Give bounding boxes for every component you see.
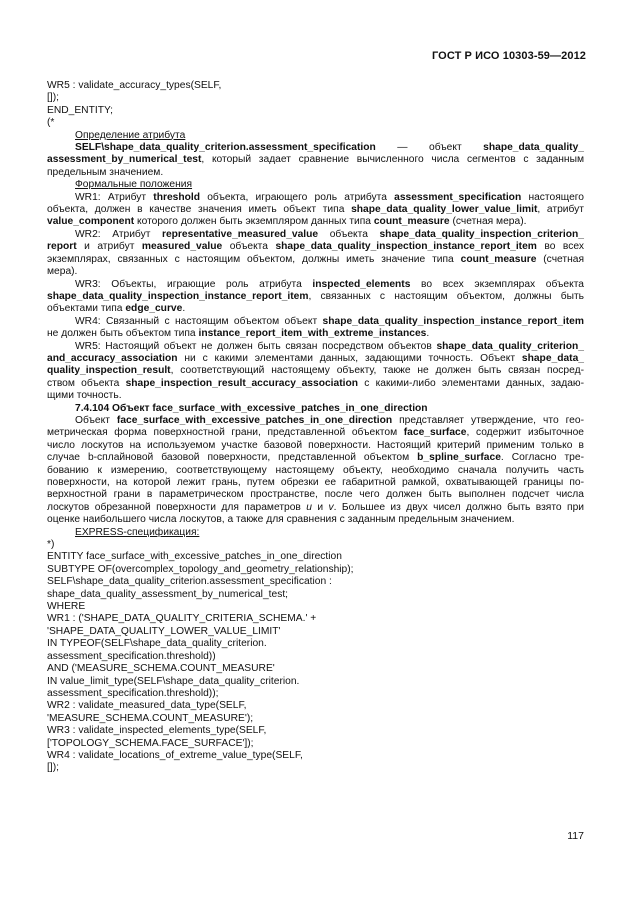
code-line: SUBTYPE OF(overcomplex_topology_and_geometry_relationship); [47, 563, 354, 575]
wr3-line: WR3: Объекты, играющие роль атрибута inspected_elements во всех экземплярах объекта [75, 278, 584, 290]
wr5-line: and_accuracy_association ни с какими элементами данных, задающими точность. Объект shape_data_ [47, 352, 584, 364]
code-line: END_ENTITY; [47, 104, 113, 116]
code-line: WR4 : validate_locations_of_extreme_value_type(SELF, [47, 749, 303, 761]
code-line: WR2 : validate_measured_data_type(SELF, [47, 700, 247, 712]
page-content [47, 80, 584, 775]
code-line: WR1 : ('SHAPE_DATA_QUALITY_CRITERIA_SCHEMA.' + [47, 613, 317, 625]
code-line: WHERE [47, 601, 86, 613]
formal-propositions-heading: Формальные положения [75, 179, 193, 191]
code-line: assessment_specification.threshold)); [47, 687, 219, 699]
code-line: (* [47, 117, 55, 129]
code-line: assessment_specification.threshold)) [47, 650, 216, 662]
formal-propositions [47, 179, 584, 402]
wr1-line: объекта, должен в качестве значения иметь объект типа shape_data_quality_lower_value_limit, атрибут [47, 204, 584, 216]
wr5-line: quality_inspection_result, соответствующий настоящему объекту, также не должен быть связан посред- [47, 365, 584, 377]
paragraph-line: лоскутов обрезанной поверхности для параметров u и v. Большее из двух чисел должно быть взято при [47, 501, 585, 513]
code-line: WR3 : validate_inspected_elements_type(SELF, [47, 725, 267, 737]
express-heading: EXPRESS-спецификация: [75, 526, 200, 538]
code-line: *) [47, 539, 55, 551]
paragraph-line: Объект face_surface_with_excessive_patches_in_one_direction представляет утверждение, что гео- [75, 414, 584, 426]
wr4-line: не должен быть объектом типа instance_report_item_with_extreme_instances. [47, 328, 430, 340]
wr2-line: report и атрибут measured_value объекта shape_data_quality_inspection_instance_report_item во всех [47, 241, 584, 253]
section-heading: 7.4.104 Объект face_surface_with_excessive_patches_in_one_direction [75, 402, 428, 414]
code-line: IN TYPEOF(SELF\shape_data_quality_criterion. [47, 638, 267, 650]
code-block-top [47, 80, 584, 130]
paragraph-line: число лоскутов на используемом участке базовой поверхности. Настоящий критерий применим только в [47, 439, 584, 451]
wr2-line: мера). [47, 266, 78, 278]
paragraph-line: бованию к измерению, соответствующему настоящему объекту, необходимо сначала получить часть [47, 464, 584, 476]
code-line: ENTITY face_surface_with_excessive_patches_in_one_direction [47, 551, 342, 563]
paragraph-line: поверхности, на которой лежит грань, путем обрезки ее габаритной рамкой, охватывающей границы по- [47, 477, 584, 488]
paragraph-line: предельным значением. [47, 166, 164, 178]
code-line: 'MEASURE_SCHEMA.COUNT_MEASURE'); [47, 712, 254, 724]
code-line: SELF\shape_data_quality_criterion.assessment_specification : [47, 576, 332, 588]
code-line: WR5 : validate_accuracy_types(SELF, [47, 80, 222, 91]
wr1-line: WR1: Атрибут threshold объекта, играющего роль атрибута assessment_specification настоящего [75, 191, 584, 203]
wr3-line: shape_data_quality_inspection_instance_report_item, связанных с настоящим объектом, должны быть [47, 290, 584, 302]
code-line: IN value_limit_type(SELF\shape_data_quality_criterion. [47, 675, 300, 687]
wr5-line: щими точность. [47, 390, 122, 402]
wr5-line: WR5: Настоящий объект не должен быть связан посредством объектов shape_data_quality_criterion_ [75, 340, 584, 352]
paragraph-line: метрическая форма поверхностной грани, представленной объектом face_surface, содержит избыточное [47, 427, 584, 439]
attribute-definition-heading: Определение атрибута [75, 129, 186, 141]
wr2-line: экземплярах, связанных с настоящим объектом, должны иметь значение типа count_measure (счетная [47, 253, 584, 265]
paragraph-line: оценке наибольшего числа лоскутов, а также для сравнения с заданным предельным значением. [47, 514, 515, 526]
paragraph-line: верхностной грани в параметрическом пространстве, после чего должен быть выполнен подсчет числа [47, 489, 584, 501]
code-line: []); [47, 92, 59, 104]
wr5-line: ством объекта shape_inspection_result_accuracy_association с какими-либо элементами данных, задаю- [47, 377, 584, 389]
wr2-line: WR2: Атрибут representative_measured_value объекта shape_data_quality_inspection_criterion_ [75, 228, 584, 240]
code-line: 'SHAPE_DATA_QUALITY_LOWER_VALUE_LIMIT' [47, 625, 281, 637]
code-block-bottom [47, 539, 584, 775]
code-line: AND ('MEASURE_SCHEMA.COUNT_MEASURE' [47, 663, 275, 675]
paragraph-line: случае b-сплайновой базовой поверхности, представленной объектом b_spline_surface. Согласно тре- [47, 452, 584, 464]
attribute-definition [47, 130, 584, 180]
page-header: ГОСТ Р ИСО 10303-59—2012 [431, 50, 586, 62]
page-number: 117 [567, 830, 584, 842]
code-line: []); [47, 762, 59, 774]
paragraph-line: assessment_by_numerical_test, который задает сравнение вычисленного числа сегментов с заданным [47, 154, 584, 166]
wr4-line: WR4: Связанный с настоящим объектом объект shape_data_quality_inspection_instance_report_item [75, 315, 584, 327]
wr3-line: объектами типа edge_curve. [47, 303, 186, 315]
wr1-line: value_component которого должен быть экземпляром данных типа count_measure (счетная мера). [47, 216, 527, 228]
paragraph-line: SELF\shape_data_quality_criterion.assessment_specification — объект shape_data_quality_ [75, 142, 584, 154]
section-7-4-104 [47, 403, 584, 539]
code-line: ['TOPOLOGY_SCHEMA.FACE_SURFACE']); [47, 737, 254, 749]
code-line: shape_data_quality_assessment_by_numerical_test; [47, 588, 289, 600]
